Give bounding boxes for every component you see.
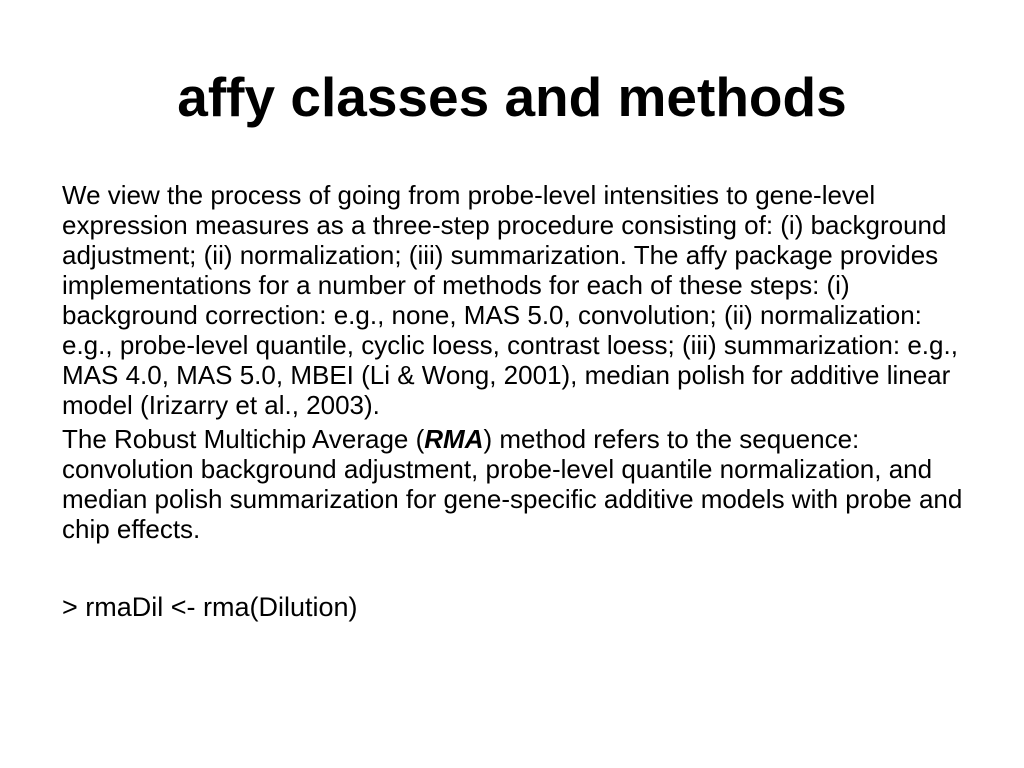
paragraph-processing-steps: We view the process of going from probe-level intensities to gene-level expression measures as a three-step procedure consisting of: (i) background adjustment; (ii) normalization; (iii) summarization. The affy package provides implementations for a number of methods for each of these steps: (i) background correction: e.g., none, MAS 5.0, convolution; (ii) normalization: e.g., probe-level quantile, cyclic loess, contrast loess; (iii) summarization: e.g., MAS 4.0, MAS 5.0, MBEI (Li & Wong, 2001), median polish for additive linear model (Irizarry et al., 2003). bbox=[62, 180, 958, 420]
rma-text-after: ) method refers to the sequence: convolution background adjustment, probe-level quantile normalization, and median polish summarization for gene-specific additive models with probe and chip effects. bbox=[62, 424, 963, 544]
code-example: > rmaDil <- rma(Dilution) bbox=[62, 592, 358, 622]
slide-body bbox=[62, 180, 972, 624]
paragraph-rma-description bbox=[62, 424, 972, 544]
slide-title: affy classes and methods bbox=[177, 66, 847, 128]
rma-text-before: The Robust Multichip Average ( bbox=[62, 424, 425, 454]
rma-emphasis: RMA bbox=[424, 424, 484, 454]
